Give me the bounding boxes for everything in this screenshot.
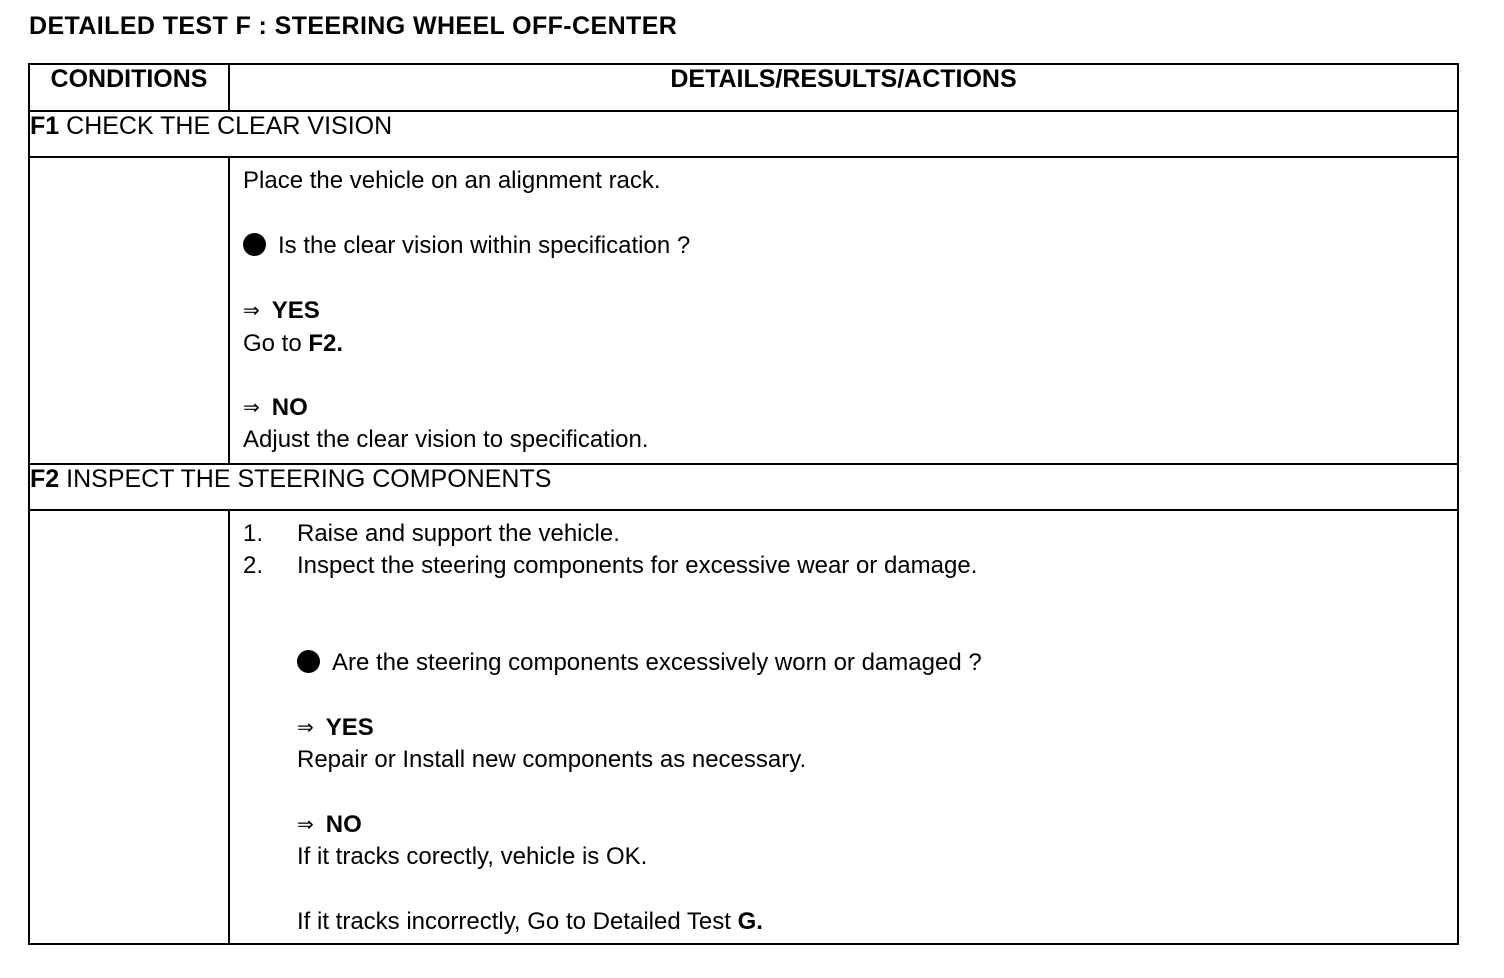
step-f2-no-action-1: If it tracks corectly, vehicle is OK. [297, 843, 648, 870]
step-f2-header-row [29, 464, 1458, 510]
list-item [243, 520, 620, 548]
step-f2-details-cell [229, 510, 1458, 944]
conditions-column-header: CONDITIONS [29, 64, 229, 111]
step-f1-yes-text: YES [271, 297, 320, 324]
step-f2-no-label [297, 811, 362, 839]
table-header-row [29, 64, 1458, 111]
double-arrow-right-icon: ⇒ [243, 397, 260, 419]
step-f1-yes-label [243, 297, 320, 325]
step-f1-title: CHECK THE CLEAR VISION [66, 112, 393, 140]
step-f1-yes-action [243, 330, 343, 358]
step-f1-no-text: NO [271, 394, 308, 421]
filled-circle-icon [297, 650, 320, 673]
step-f2-heading [29, 464, 1458, 510]
step-f2-conditions-cell [29, 510, 229, 944]
step-f2-no-action-2-prefix: If it tracks incorrectly, Go to Detailed Test [297, 908, 731, 935]
list-item [243, 552, 977, 580]
test-table [28, 63, 1459, 945]
double-arrow-right-icon: ⇒ [243, 300, 260, 322]
step-f2-body-row [29, 510, 1458, 944]
step-f1-yes-action-ref: F2. [308, 330, 344, 357]
step-f1-details-cell [229, 157, 1458, 464]
step-f1-no-label [243, 394, 308, 422]
step-f2-no-text: NO [325, 811, 362, 838]
step-f1-body-row [29, 157, 1458, 464]
step-f2-id: F2 [30, 465, 60, 493]
step-f1-question [243, 232, 690, 260]
list-item-number: 2. [243, 552, 264, 579]
step-f2-question [297, 649, 982, 677]
step-f2-yes-action: Repair or Install new components as necessary. [297, 746, 807, 773]
step-f1-yes-action-prefix: Go to [243, 330, 302, 357]
step-f2-no-action-2-ref: G. [737, 908, 763, 935]
step-f2-no-action-2 [297, 908, 763, 936]
step-f1-id: F1 [30, 112, 60, 140]
step-f2-yes-label [297, 714, 374, 742]
page-title: DETAILED TEST F : STEERING WHEEL OFF-CENTER [29, 12, 678, 40]
list-item-number: 1. [243, 520, 264, 547]
list-item-text: Raise and support the vehicle. [297, 520, 620, 547]
step-f1-header-row [29, 111, 1458, 157]
step-f1-question-text: Is the clear vision within specification ? [278, 232, 691, 259]
filled-circle-icon [243, 233, 266, 256]
step-f2-yes-text: YES [325, 714, 374, 741]
step-f2-title: INSPECT THE STEERING COMPONENTS [66, 465, 552, 493]
double-arrow-right-icon: ⇒ [297, 717, 314, 739]
step-f1-no-action: Adjust the clear vision to specification. [243, 426, 649, 453]
step-f1-heading [29, 111, 1458, 157]
details-column-header: DETAILS/RESULTS/ACTIONS [229, 64, 1458, 111]
step-f2-question-text: Are the steering components excessively worn or damaged ? [332, 649, 982, 676]
list-item-text: Inspect the steering components for excessive wear or damage. [297, 552, 978, 579]
step-f1-conditions-cell [29, 157, 229, 464]
double-arrow-right-icon: ⇒ [297, 814, 314, 836]
step-f1-instruction: Place the vehicle on an alignment rack. [243, 167, 661, 194]
